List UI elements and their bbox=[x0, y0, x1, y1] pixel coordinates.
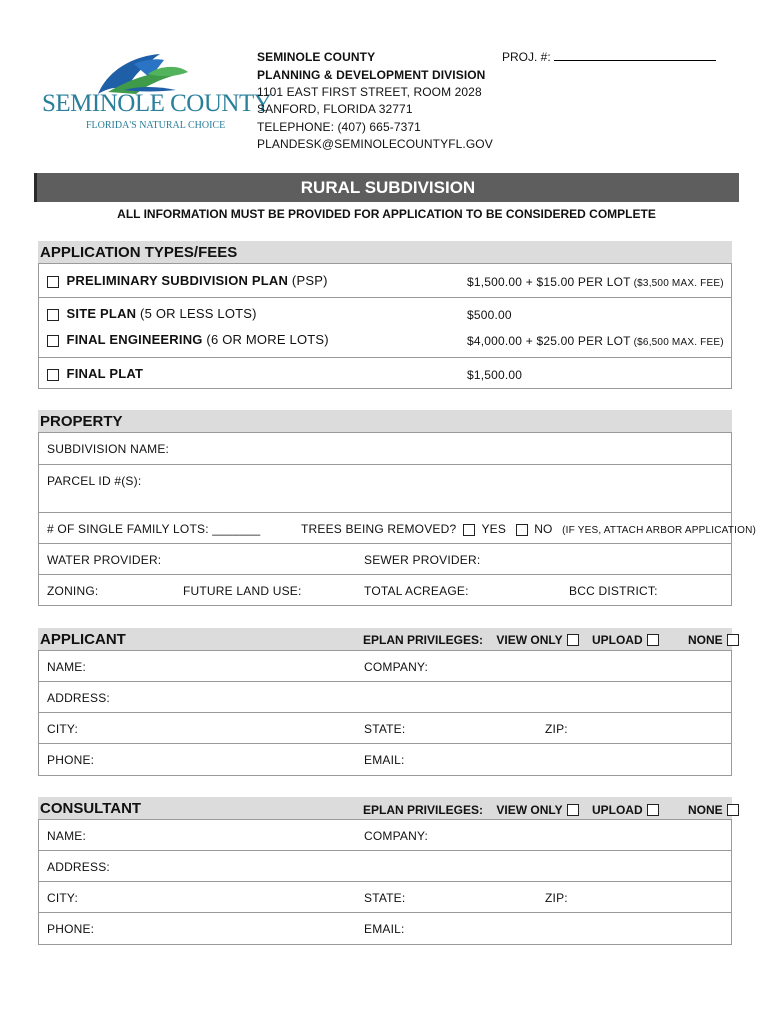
form-title: RURAL SUBDIVISION bbox=[34, 173, 739, 202]
applicant-email-label[interactable]: EMAIL: bbox=[364, 753, 405, 767]
arbor-note: (IF YES, ATTACH ARBOR APPLICATION) bbox=[562, 525, 757, 536]
telephone: TELEPHONE: (407) 665-7371 bbox=[257, 120, 421, 134]
final-plat-checkbox[interactable] bbox=[47, 369, 59, 381]
application-type-group bbox=[39, 298, 731, 358]
consultant-eplan-label: EPLAN PRIVILEGES: bbox=[363, 803, 484, 817]
address-line-1: 1101 EAST FIRST STREET, ROOM 2028 bbox=[257, 85, 482, 99]
lots-trees-row bbox=[39, 513, 757, 544]
applicant-view-only-label: VIEW ONLY bbox=[496, 633, 563, 647]
consultant-address-row[interactable] bbox=[39, 851, 731, 882]
lots-label[interactable]: # OF SINGLE FAMILY LOTS: _______ bbox=[47, 522, 261, 536]
applicant-eplan-label: EPLAN PRIVILEGES: bbox=[363, 633, 484, 647]
consultant-view-only-label: VIEW ONLY bbox=[496, 803, 563, 817]
applicant-name-row bbox=[39, 651, 731, 682]
application-types-box bbox=[38, 263, 732, 389]
consultant-name-row bbox=[39, 820, 731, 851]
final-engineering-suffix: (6 OR MORE LOTS) bbox=[202, 332, 329, 347]
project-number-blank[interactable] bbox=[554, 50, 716, 61]
consultant-box bbox=[38, 819, 732, 945]
final-engineering-fee-note: ($6,500 MAX. FEE) bbox=[630, 337, 724, 348]
applicant-title: APPLICANT bbox=[40, 631, 126, 648]
consultant-title: CONSULTANT bbox=[40, 800, 142, 817]
site-plan-fee: $500.00 bbox=[467, 308, 512, 322]
application-type-row bbox=[39, 358, 731, 390]
parcel-id-row[interactable] bbox=[39, 465, 731, 513]
consultant-phone-row bbox=[39, 913, 731, 945]
psp-fee-note: ($3,500 MAX. FEE) bbox=[630, 278, 724, 289]
consultant-address-label: ADDRESS: bbox=[47, 860, 110, 874]
psp-fee: $1,500.00 + $15.00 PER LOT bbox=[467, 275, 631, 289]
applicant-view-only-checkbox[interactable] bbox=[567, 634, 579, 646]
subdivision-name-label: SUBDIVISION NAME: bbox=[47, 442, 170, 456]
trees-label: TREES BEING REMOVED? bbox=[301, 522, 457, 536]
logo-text: SEMINOLE COUNTY bbox=[42, 90, 272, 117]
consultant-phone-label[interactable]: PHONE: bbox=[47, 922, 95, 936]
applicant-upload-checkbox[interactable] bbox=[647, 634, 659, 646]
consultant-upload-label: UPLOAD bbox=[591, 803, 643, 817]
applicant-phone-row bbox=[39, 744, 731, 776]
zoning-label[interactable]: ZONING: bbox=[47, 584, 99, 598]
sewer-provider-label[interactable]: SEWER PROVIDER: bbox=[364, 553, 481, 567]
consultant-eplan-privileges bbox=[363, 803, 739, 817]
bcc-district-label[interactable]: BCC DISTRICT: bbox=[569, 584, 658, 598]
final-engineering-label: FINAL ENGINEERING bbox=[66, 332, 203, 347]
psp-checkbox[interactable] bbox=[47, 276, 59, 288]
property-box bbox=[38, 432, 757, 606]
applicant-address-row[interactable] bbox=[39, 682, 731, 713]
address-line-2: SANFORD, FLORIDA 32771 bbox=[257, 102, 413, 116]
applicant-zip-label[interactable]: ZIP: bbox=[545, 722, 568, 736]
final-engineering-fee: $4,000.00 + $25.00 PER LOT bbox=[467, 334, 631, 348]
applicant-box bbox=[38, 650, 732, 776]
trees-yes-checkbox[interactable] bbox=[463, 524, 475, 536]
parcel-id-label: PARCEL ID #(S): bbox=[47, 474, 142, 488]
division-name: PLANNING & DEVELOPMENT DIVISION bbox=[257, 68, 486, 82]
trees-yes-label: YES bbox=[481, 522, 507, 536]
site-plan-label: SITE PLAN bbox=[66, 306, 137, 321]
final-plat-label: FINAL PLAT bbox=[66, 366, 144, 381]
consultant-none-checkbox[interactable] bbox=[727, 804, 739, 816]
applicant-city-label[interactable]: CITY: bbox=[47, 722, 79, 736]
project-number-label: PROJ. #: bbox=[502, 50, 551, 64]
applicant-state-label[interactable]: STATE: bbox=[364, 722, 406, 736]
property-heading: PROPERTY bbox=[38, 410, 732, 432]
final-plat-fee: $1,500.00 bbox=[467, 368, 523, 382]
applicant-company-label[interactable]: COMPANY: bbox=[364, 660, 429, 674]
logo-tagline: FLORIDA'S NATURAL CHOICE bbox=[86, 120, 226, 131]
applicant-upload-label: UPLOAD bbox=[591, 633, 643, 647]
consultant-none-label: NONE bbox=[687, 803, 723, 817]
consultant-email-label[interactable]: EMAIL: bbox=[364, 922, 405, 936]
seminole-county-logo bbox=[38, 50, 272, 135]
subdivision-name-row[interactable] bbox=[39, 433, 731, 465]
trees-no-label: NO bbox=[534, 522, 553, 536]
total-acreage-label[interactable]: TOTAL ACREAGE: bbox=[364, 584, 469, 598]
consultant-city-label[interactable]: CITY: bbox=[47, 891, 79, 905]
org-name: SEMINOLE COUNTY bbox=[257, 50, 376, 64]
applicant-none-label: NONE bbox=[687, 633, 723, 647]
site-plan-checkbox[interactable] bbox=[47, 309, 59, 321]
consultant-view-only-checkbox[interactable] bbox=[567, 804, 579, 816]
applicant-eplan-privileges bbox=[363, 633, 739, 647]
applicant-phone-label[interactable]: PHONE: bbox=[47, 753, 95, 767]
applicant-none-checkbox[interactable] bbox=[727, 634, 739, 646]
consultant-company-label[interactable]: COMPANY: bbox=[364, 829, 429, 843]
consultant-city-row bbox=[39, 882, 731, 913]
application-types-heading: APPLICATION TYPES/FEES bbox=[38, 241, 732, 263]
consultant-state-label[interactable]: STATE: bbox=[364, 891, 406, 905]
application-type-row bbox=[39, 264, 731, 298]
trees-no-checkbox[interactable] bbox=[516, 524, 528, 536]
email-address: PLANDESK@SEMINOLECOUNTYFL.GOV bbox=[257, 137, 493, 151]
consultant-upload-checkbox[interactable] bbox=[647, 804, 659, 816]
consultant-name-label[interactable]: NAME: bbox=[47, 829, 87, 843]
zoning-row bbox=[39, 575, 731, 606]
consultant-zip-label[interactable]: ZIP: bbox=[545, 891, 568, 905]
water-provider-label[interactable]: WATER PROVIDER: bbox=[47, 553, 162, 567]
completeness-notice: ALL INFORMATION MUST BE PROVIDED FOR APPLICATION TO BE CONSIDERED COMPLETE bbox=[117, 207, 656, 221]
project-number-field[interactable] bbox=[502, 50, 716, 64]
psp-label: PRELIMINARY SUBDIVISION PLAN bbox=[66, 273, 289, 288]
psp-suffix: (PSP) bbox=[288, 273, 328, 288]
provider-row bbox=[39, 544, 731, 575]
site-plan-suffix: (5 OR LESS LOTS) bbox=[136, 306, 257, 321]
final-engineering-checkbox[interactable] bbox=[47, 335, 59, 347]
future-land-use-label[interactable]: FUTURE LAND USE: bbox=[183, 584, 302, 598]
applicant-name-label[interactable]: NAME: bbox=[47, 660, 87, 674]
applicant-address-label: ADDRESS: bbox=[47, 691, 110, 705]
applicant-city-row bbox=[39, 713, 731, 744]
